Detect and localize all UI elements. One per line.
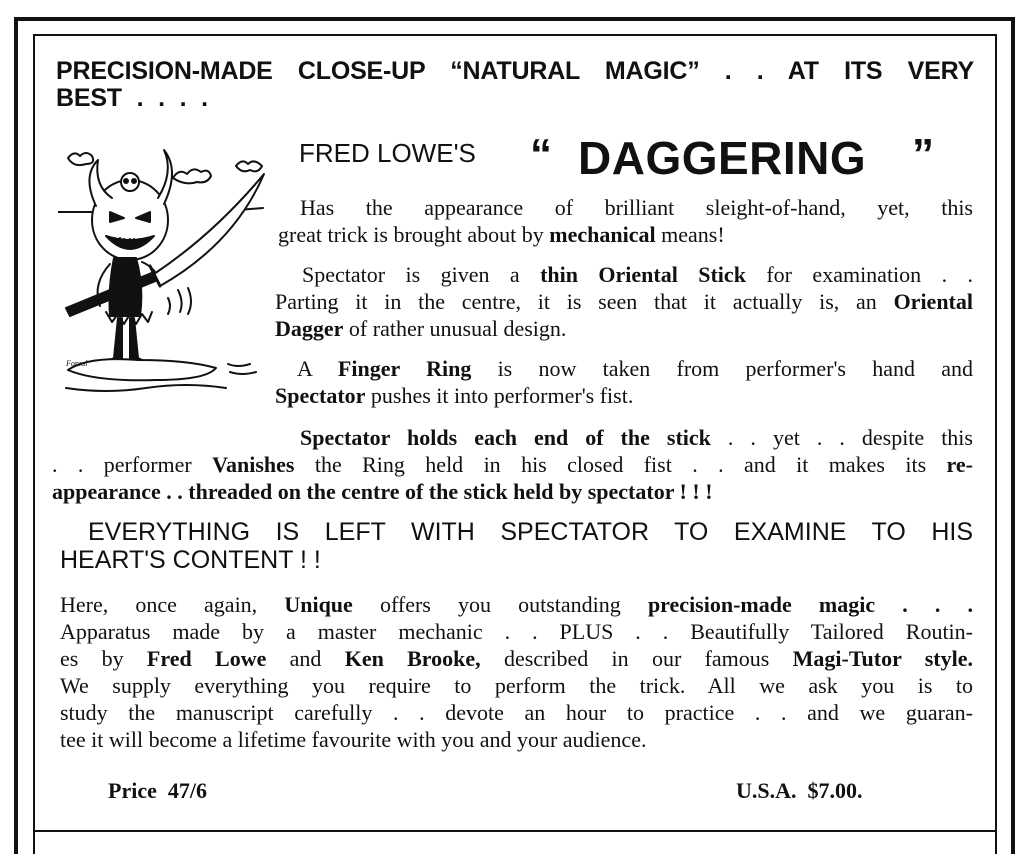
para5-line-4: We supply everything you require to perform the trick. All we ask you is to [60, 673, 973, 698]
para2-line-3: Dagger of rather unusual design. [275, 316, 567, 341]
price-uk-label: Price [108, 778, 157, 803]
title-author: FRED LOWE'S [299, 138, 476, 168]
headline-line-2: BEST . . . . [56, 84, 208, 112]
para2-line-1: Spectator is given a thin Oriental Stick for examination . . [302, 262, 974, 287]
price-uk [108, 777, 207, 804]
para4-line-2: . . performer Vanishes the Ring held in his closed fist . . and it makes its re- [52, 452, 974, 477]
everything-line-2: HEART'S CONTENT ! ! [60, 546, 321, 574]
para4-line-3: appearance . . threaded on the centre of the stick held by spectator ! ! ! [52, 479, 713, 504]
para1-line-1: Has the appearance of brilliant sleight-of-hand, yet, this [300, 195, 973, 220]
devil-with-dagger-illustration [58, 140, 273, 400]
price-usa [736, 777, 863, 804]
everything-line-1: EVERYTHING IS LEFT WITH SPECTATOR TO EXAMINE TO HIS [88, 518, 973, 546]
bottom-rule [33, 830, 997, 832]
illustration-signature: Foreal [66, 359, 88, 368]
para5-line-6: tee it will become a lifetime favourite with you and your audience. [60, 727, 647, 752]
title-open-quote: “ [530, 130, 552, 179]
para5-line-2: Apparatus made by a master mechanic . . PLUS . . Beautifully Tailored Routin- [60, 619, 973, 644]
para3-line-2: Spectator pushes it into performer's fist. [275, 383, 634, 408]
title-daggering: DAGGERING [578, 132, 867, 184]
para5-line-5: study the manuscript carefully . . devote an hour to practice . . and we guaran- [60, 700, 973, 725]
para4-line-1: Spectator holds each end of the stick . . yet . . despite this [300, 425, 973, 450]
price-uk-value: 47/6 [167, 778, 207, 803]
headline-line-1: PRECISION-MADE CLOSE-UP “NATURAL MAGIC” . . AT ITS VERY [56, 57, 974, 85]
price-usa-value: $7.00. [807, 778, 863, 803]
price-usa-label: U.S.A. [736, 778, 797, 803]
para1-line-2: great trick is brought about by mechanical means! [278, 222, 725, 247]
para5-line-1: Here, once again, Unique offers you outstanding precision-made magic . . . [60, 592, 973, 617]
para5-line-3: es by Fred Lowe and Ken Brooke, described in our famous Magi-Tutor style. [60, 646, 974, 671]
title-close-quote: ” [912, 130, 934, 179]
para2-line-2: Parting it in the centre, it is seen that it actually is, an Oriental [275, 289, 973, 314]
para3-line-1: A Finger Ring is now taken from performer's hand and [297, 356, 973, 381]
